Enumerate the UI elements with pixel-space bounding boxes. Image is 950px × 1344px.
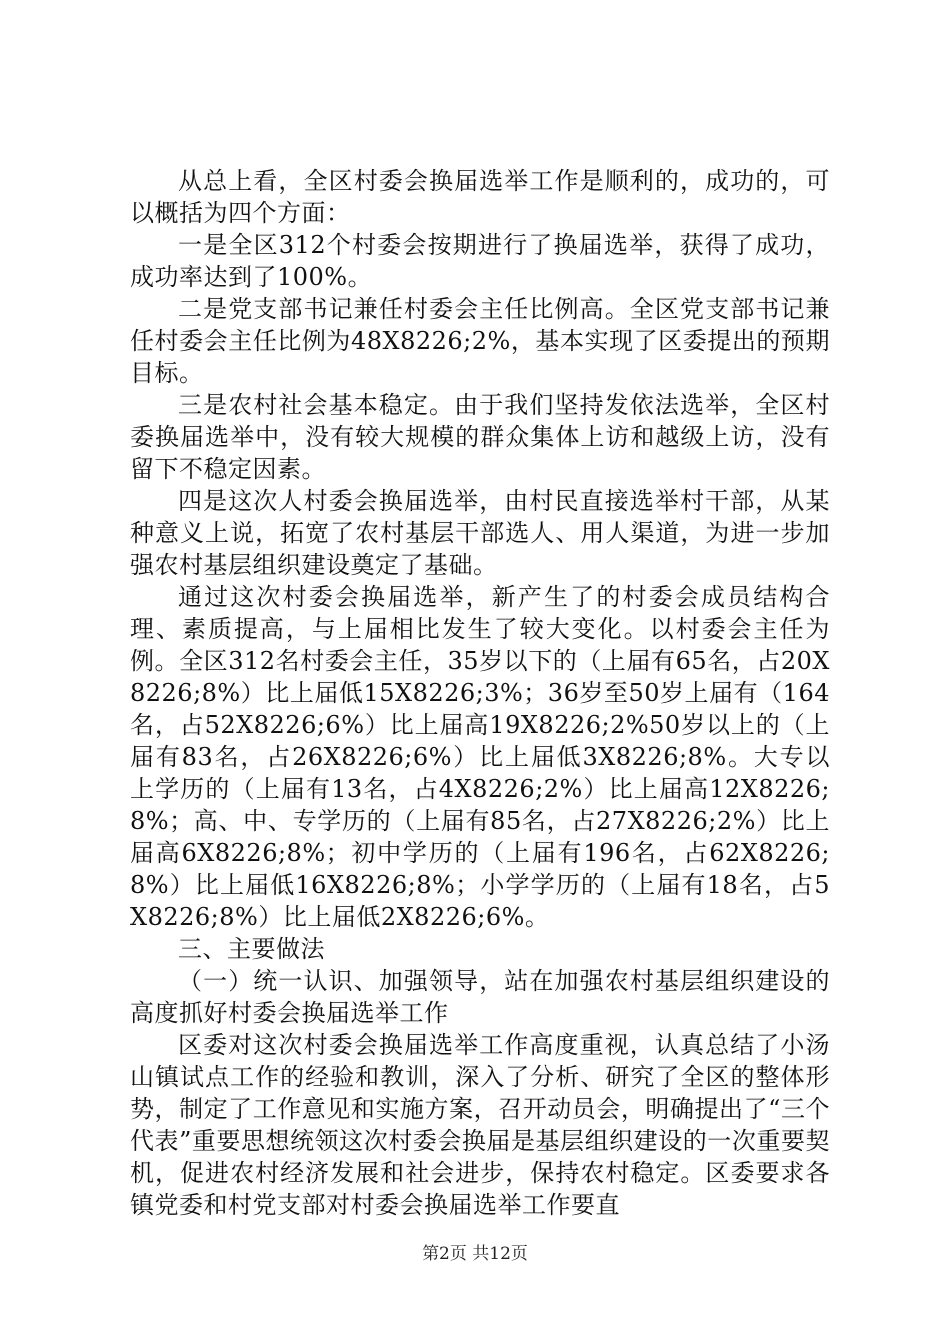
paragraph-point-four: 四是这次人村委会换届选举，由村民直接选举村干部，从某种意义上说，拓宽了农村基层干部选人、用人渠道，为进一步加强农村基层组织建设奠定了基础。 xyxy=(130,487,830,579)
paragraph-point-three: 三是农村社会基本稳定。由于我们坚持发依法选举，全区村委换届选举中，没有较大规模的群众集体上访和越级上访，没有留下不稳定因素。 xyxy=(130,391,830,483)
document-body xyxy=(130,165,830,1221)
paragraph-structure-change: 通过这次村委会换届选举，新产生了的村委会成员结构合理、素质提高，与上届相比发生了较大变化。以村委会主任为例。全区312名村委会主任，35岁以下的（上届有65名，占20X8226;8%）比上届低15X8226;3%；36岁至50岁上届有（164名，占52X8226;6%）比上届高19X8226;2%50岁以上的（上届有83名，占26X8226;6%）比上届低3X8226;8%。大专以上学历的（上届有13名，占4X8226;2%）比上届高12X8226;8%；高、中、专学历的（上届有85名，占27X8226;2%）比上届高6X8226;8%；初中学历的（上届有196名，占62X8226;8%）比上届低16X8226;8%；小学学历的（上届有18名，占5X8226;8%）比上届低2X8226;6%。 xyxy=(130,583,830,931)
page-footer: 第2页 共12页 xyxy=(422,1244,528,1264)
paragraph-point-one: 一是全区312个村委会按期进行了换届选举，获得了成功，成功率达到了100%。 xyxy=(130,231,830,291)
paragraph-summary-intro: 从总上看，全区村委会换届选举工作是顺利的，成功的，可以概括为四个方面： xyxy=(130,167,830,227)
paragraph-district-committee: 区委对这次村委会换届选举工作高度重视，认真总结了小汤山镇试点工作的经验和教训，深入了分析、研究了全区的整体形势，制定了工作意见和实施方案，召开动员会，明确提出了“三个代表”重要思想统领这次村委会换届是基层组织建设的一次重要契机，促进农村经济发展和社会进步，保持农村稳定。区委要求各镇党委和村党支部对村委会换届选举工作要直 xyxy=(130,1031,830,1219)
paragraph-point-two: 二是党支部书记兼任村委会主任比例高。全区党支部书记兼任村委会主任比例为48X8226;2%，基本实现了区委提出的预期目标。 xyxy=(130,295,830,387)
subsection-heading-unify-understanding: （一）统一认识、加强领导，站在加强农村基层组织建设的高度抓好村委会换届选举工作 xyxy=(130,967,830,1027)
section-heading-main-practices: 三、主要做法 xyxy=(178,935,325,963)
